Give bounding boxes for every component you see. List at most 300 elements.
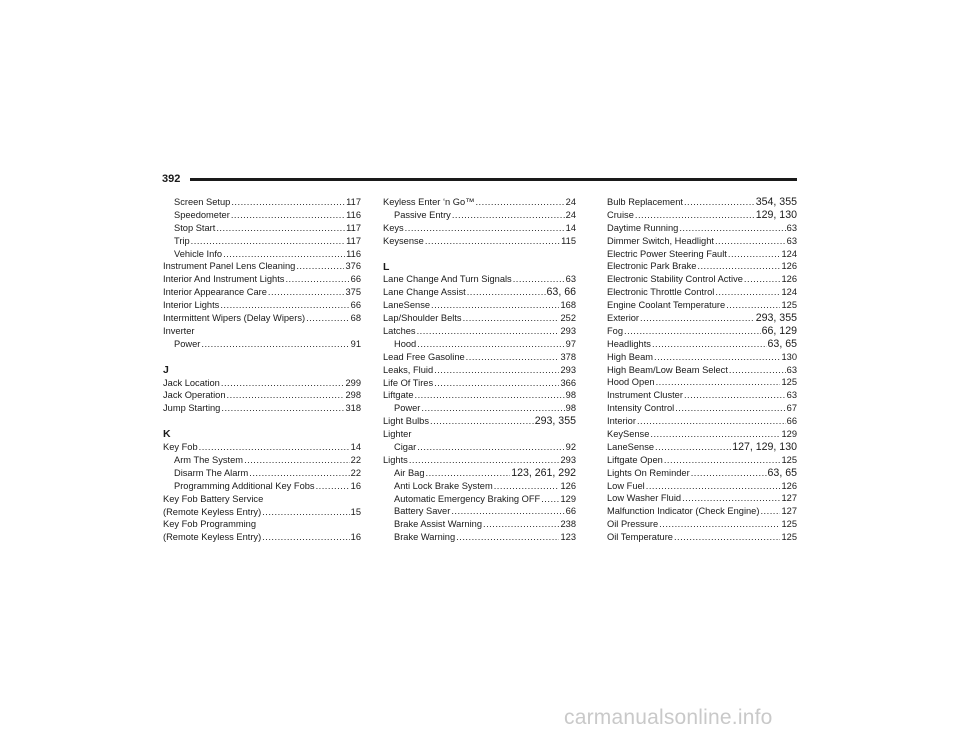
dot-leader [191,235,346,248]
dot-leader [244,454,350,467]
entry-label: Interior Lights [163,300,220,311]
index-entry [383,351,576,364]
dot-leader [726,299,780,312]
page-reference: 98 [565,403,576,414]
dot-leader [452,209,565,222]
entry-label: Headlights [607,338,651,349]
index-entry [607,299,797,312]
index-entry [383,364,576,377]
dot-leader [635,209,755,222]
entry-label: Screen Setup [174,197,231,207]
entry-label: High Beam [607,351,653,362]
index-entry [383,415,576,428]
entry-label: (Remote Keyless Entry) [163,532,262,543]
page-reference: 127 [781,506,797,517]
page-reference: 63, 65 [767,466,797,479]
page-reference: 125 [781,377,797,388]
entry-label: Cigar [394,442,417,453]
dot-leader [715,235,786,248]
dot-leader [675,402,785,415]
dot-leader [421,402,564,415]
dot-leader [262,531,349,544]
page-reference: 378 [560,351,576,362]
dot-leader [221,377,345,390]
page-reference: 22 [350,467,361,478]
index-subentry [163,480,361,493]
entry-label: Key Fob Programming [163,519,257,530]
entry-label: Lane Change Assist [383,287,466,298]
entry-label: Hood Open [607,377,655,388]
page-reference: 354, 355 [755,196,797,208]
index-subentry [383,441,576,454]
page-reference: 66 [350,274,361,285]
entry-label: KeySense [607,429,650,440]
dot-leader [674,531,781,544]
index-subentry [383,338,576,351]
entry-label: Daytime Running [607,222,679,233]
dot-leader [728,248,781,261]
dot-leader [296,260,344,273]
index-entry [383,454,576,467]
page-reference: 24 [565,209,576,220]
section-gap [383,248,576,261]
entry-label: Dimmer Switch, Headlight [607,235,714,246]
dot-leader [463,312,560,325]
dot-leader [426,467,511,480]
page-reference: 91 [350,338,361,349]
index-entry [163,506,361,519]
dot-leader [659,518,780,531]
page-reference: 124 [781,287,797,298]
dot-leader [697,260,780,273]
dot-leader [652,338,767,351]
section-letter: J [163,363,169,376]
page-reference: 125 [781,300,797,311]
dot-leader [249,467,349,480]
page-reference: 130 [781,351,797,362]
entry-label: Inverter [163,325,195,336]
entry-label: Leaks, Fluid [383,364,434,375]
index-entry [383,312,576,325]
entry-label: Passive Entry [394,209,451,220]
page-reference: 375 [345,287,361,298]
dot-leader [405,222,565,235]
index-entry [163,273,361,286]
page-reference: 63 [565,274,576,285]
index-entry [163,389,361,402]
dot-leader [221,402,344,415]
entry-label: Lap/Shoulder Belts [383,313,462,324]
index-subentry [383,505,576,518]
page-reference: 126 [781,480,797,491]
page-reference: 124 [781,248,797,259]
page-reference: 293, 355 [534,415,576,428]
entry-label: Key Fob [163,442,198,453]
page-reference: 66, 129 [761,324,797,337]
index-entry [607,492,797,505]
index-entry [383,377,576,390]
page-reference: 15 [350,506,361,517]
watermark-text: carmanualsonline.info [564,706,773,729]
entry-label: Automatic Emergency Braking OFF [394,493,541,504]
page-reference: 92 [565,442,576,453]
page-reference: 293 [560,454,576,465]
index-entry [607,389,797,402]
entry-label: Interior [607,416,636,427]
page-reference: 63 [786,235,797,246]
index-entry [163,402,361,415]
dot-leader [656,376,781,389]
section-gap [163,351,361,364]
dot-leader [415,389,565,402]
dot-leader [715,286,780,299]
index-entry [607,286,797,299]
entry-label: Power [174,338,201,349]
index-entry [163,493,361,506]
index-subentry [163,467,361,480]
page-reference: 14 [350,442,361,453]
entry-label: Power [394,403,421,414]
index-entry [163,260,361,273]
page-reference: 66 [350,300,361,311]
page-reference: 125 [781,519,797,530]
index-entry [163,325,361,338]
entry-label: Trip [174,235,190,246]
page-reference: 63, 65 [767,337,797,350]
dot-leader [306,312,350,325]
dot-leader [434,364,559,377]
entry-label: LaneSense [383,300,431,311]
entry-label: Speedometer [174,209,230,220]
dot-leader [760,505,780,518]
entry-label: Low Fuel [607,480,645,491]
index-entry [383,428,576,441]
index-entry [607,364,797,377]
dot-leader [451,505,564,518]
dot-leader [541,493,559,506]
dot-leader [654,351,780,364]
index-column-2 [383,196,576,544]
entry-label: Intensity Control [607,403,675,414]
index-subentry [163,338,361,351]
entry-label: Lighter [383,429,412,440]
dot-leader [655,441,731,454]
dot-leader [316,480,350,493]
page-reference: 24 [565,197,576,207]
index-entry [383,273,576,286]
page-reference: 126 [560,480,576,491]
entry-label: Liftgate [383,390,414,401]
page-reference: 168 [560,300,576,311]
index-entry [607,196,797,209]
entry-label: Life Of Tires [383,377,434,388]
dot-leader [285,273,349,286]
index-entry [163,531,361,544]
entry-label: Cruise [607,209,634,220]
page-reference: 318 [345,403,361,414]
page-number: 392 [162,173,181,185]
dot-leader [664,454,781,467]
page-reference: 129 [560,493,576,504]
page-reference: 252 [560,313,576,324]
page-reference: 293 [560,364,576,375]
index-entry [607,312,797,325]
dot-leader [220,299,349,312]
page-reference: 293, 355 [755,312,797,325]
page-reference: 16 [350,480,361,491]
entry-label: Electronic Park Brake [607,261,697,272]
entry-label: Vehicle Info [174,248,223,259]
page-reference: 117 [346,197,361,207]
dot-leader [483,518,559,531]
index-entry [163,299,361,312]
entry-label: Interior Appearance Care [163,287,267,298]
entry-label: Anti Lock Brake System [394,480,493,491]
index-entry [383,299,576,312]
entry-label: Jump Starting [163,403,221,414]
page-reference: 299 [345,377,361,388]
index-column-1 [163,196,361,544]
entry-label: Lane Change And Turn Signals [383,274,512,285]
index-entry [607,248,797,261]
page-reference: 238 [560,519,576,530]
dot-leader [637,415,786,428]
page-reference: 98 [565,390,576,401]
index-entry [163,377,361,390]
entry-label: High Beam/Low Beam Select [607,364,728,375]
dot-leader [646,480,781,493]
page-reference: 16 [350,532,361,543]
dot-leader [624,325,761,338]
entry-label: Bulb Replacement [607,197,683,207]
dot-leader [262,506,349,519]
page-reference: 22 [350,455,361,466]
entry-label: Brake Assist Warning [394,519,483,530]
dot-leader [744,273,781,286]
index-entry [607,273,797,286]
dot-leader [268,286,345,299]
dot-leader [650,428,780,441]
dot-leader [467,286,546,299]
page-reference: 126 [781,261,797,272]
index-entry [607,402,797,415]
index-entry [607,222,797,235]
index-subentry [383,402,576,415]
index-entry [383,222,576,235]
page-reference: 66 [786,416,797,427]
index-subentry [383,518,576,531]
page-reference: 125 [781,454,797,465]
dot-leader [231,196,345,209]
dot-leader [201,338,349,351]
dot-leader [682,492,780,505]
entry-label: Liftgate Open [607,454,663,465]
index-entry [607,260,797,273]
entry-label: Lights On Reminder [607,467,690,478]
dot-leader [494,480,560,493]
index-entry [607,518,797,531]
dot-leader [729,364,786,377]
dot-leader [430,415,534,428]
dot-leader [684,389,786,402]
index-subentry [383,209,576,222]
entry-label: Engine Coolant Temperature [607,300,726,311]
index-column-3 [607,196,797,544]
index-entry [163,286,361,299]
index-entry [607,351,797,364]
entry-label: Light Bulbs [383,416,429,427]
index-entry [383,196,576,209]
entry-label: Air Bag [394,467,425,478]
entry-label: Keys [383,222,404,233]
entry-label: LaneSense [607,441,655,452]
page-reference: 115 [561,235,576,246]
index-entry [607,441,797,454]
section-letter: K [163,428,171,441]
entry-label: Keysense [383,235,424,246]
entry-label: Keyless Enter ‘n Go™ [383,197,475,207]
dot-leader [691,467,767,480]
dot-leader [417,441,564,454]
page-reference: 97 [565,338,576,349]
entry-label: Key Fob Battery Service [163,493,264,504]
index-subentry [163,196,361,209]
page-reference: 127, 129, 130 [732,440,797,453]
dot-leader [475,196,564,209]
page-reference: 66 [565,506,576,517]
entry-label: (Remote Keyless Entry) [163,506,262,517]
entry-label: Latches [383,326,416,337]
dot-leader [466,351,560,364]
index-entry [607,235,797,248]
entry-label: Lights [383,454,408,465]
page-reference: 126 [781,274,797,285]
page-reference: 117 [346,222,361,233]
index-entry [607,415,797,428]
page-reference: 129 [781,429,797,440]
page-reference: 129, 130 [755,208,797,221]
page-reference: 376 [345,261,361,272]
entry-label: Electric Power Steering Fault [607,248,727,259]
entry-label: Malfunction Indicator (Check Engine) [607,506,760,517]
index-entry [383,235,576,248]
entry-label: Exterior [607,313,640,324]
index-entry [607,209,797,222]
index-entry [607,338,797,351]
index-entry [163,312,361,325]
page-header [162,172,797,186]
index-subentry [383,480,576,493]
entry-label: Lead Free Gasoline [383,351,465,362]
entry-label: Brake Warning [394,532,456,543]
entry-label: Electronic Throttle Control [607,287,715,298]
page-reference: 125 [781,532,797,543]
page-reference: 127 [781,493,797,504]
index-subentry [383,531,576,544]
entry-label: Jack Location [163,377,220,388]
page-reference: 68 [350,313,361,324]
entry-label: Electronic Stability Control Active [607,274,743,285]
index-entry [383,325,576,338]
index-entry [607,428,797,441]
dot-leader [231,209,345,222]
entry-label: Jack Operation [163,390,226,401]
page-reference: 14 [565,222,576,233]
index-entry [383,389,576,402]
page-reference: 123, 261, 292 [511,466,576,479]
index-subentry [163,235,361,248]
page-reference: 117 [346,235,361,246]
index-entry [607,376,797,389]
dot-leader [223,248,345,261]
section-letter: L [383,260,390,273]
index-entry [607,531,797,544]
page-reference: 123 [560,532,576,543]
dot-leader [513,273,565,286]
page-reference: 116 [346,209,361,220]
dot-leader [417,338,564,351]
header-rule [190,178,797,181]
index-subentry [163,209,361,222]
entry-label: Instrument Cluster [607,390,683,401]
entry-label: Arm The System [174,455,244,466]
dot-leader [425,235,560,248]
dot-leader [456,531,559,544]
entry-label: Oil Pressure [607,519,659,530]
page-reference: 63 [786,390,797,401]
dot-leader [434,377,559,390]
dot-leader [199,441,350,454]
dot-leader [417,325,560,338]
entry-label: Hood [394,338,417,349]
dot-leader [431,299,559,312]
dot-leader [216,222,345,235]
index-entry [163,441,361,454]
index-entry [607,467,797,480]
index-subentry [163,248,361,261]
entry-label: Low Washer Fluid [607,493,682,504]
index-subentry [383,467,576,480]
index-entry [163,518,361,531]
entry-label: Stop Start [174,222,216,233]
entry-label: Interior And Instrument Lights [163,274,285,285]
entry-label: Programming Additional Key Fobs [174,480,315,491]
index-entry [383,286,576,299]
entry-label: Battery Saver [394,506,451,517]
page-reference: 63 [786,222,797,233]
page-reference: 63, 66 [546,286,576,299]
page-reference: 116 [346,248,361,259]
section-gap [163,415,361,428]
index-entry [607,480,797,493]
index-entry [607,325,797,338]
index-subentry [163,454,361,467]
entry-label: Fog [607,325,624,336]
page-reference: 366 [560,377,576,388]
page-reference: 293 [560,326,576,337]
index-subentry [383,493,576,506]
entry-label: Disarm The Alarm [174,467,249,478]
dot-leader [679,222,785,235]
dot-leader [227,389,345,402]
entry-label: Instrument Panel Lens Cleaning [163,261,296,272]
index-subentry [163,222,361,235]
dot-leader [640,312,755,325]
page-reference: 298 [345,390,361,401]
entry-label: Oil Temperature [607,532,673,543]
page-reference: 63 [786,364,797,375]
entry-label: Intermittent Wipers (Delay Wipers) [163,313,306,324]
